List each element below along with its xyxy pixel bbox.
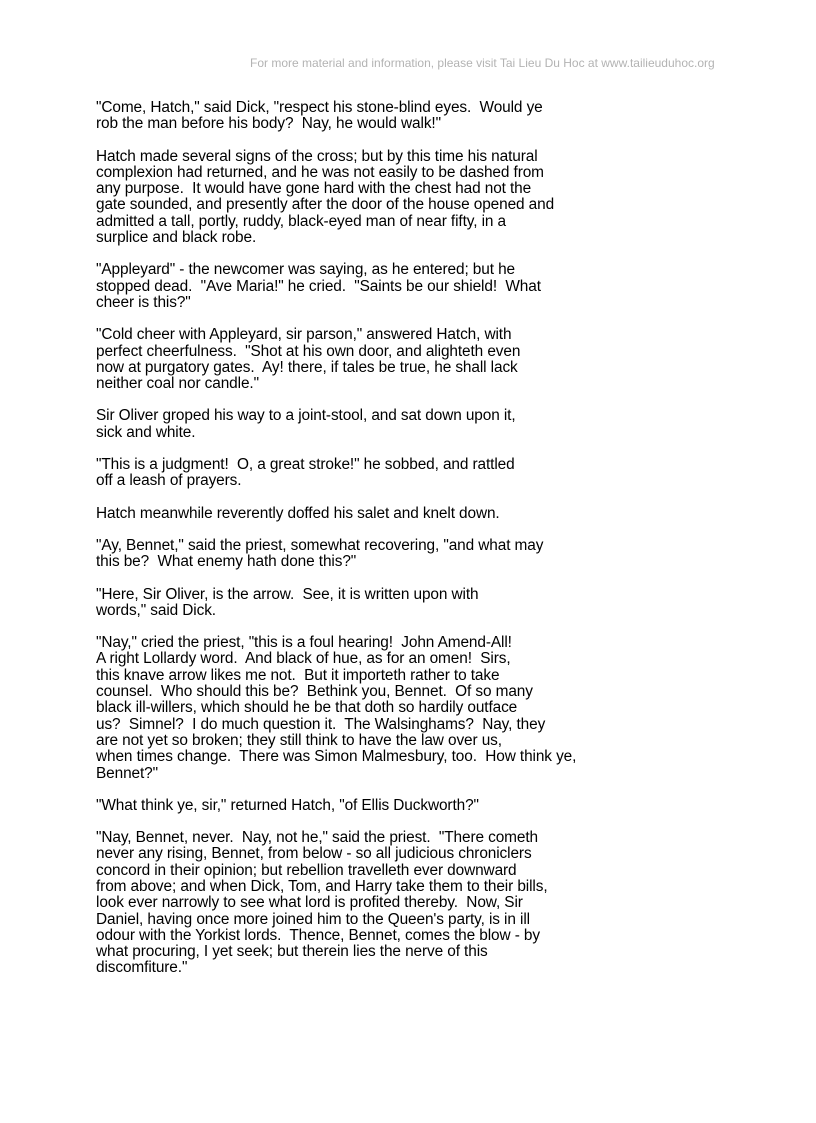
paragraph (96, 798, 656, 814)
text-line: Daniel, having once more joined him to the Queen's party, is in ill (96, 910, 530, 928)
text-line: from above; and when Dick, Tom, and Harry take them to their bills, (96, 877, 548, 895)
text-line: "Nay, Bennet, never. Nay, not he," said the priest. "There cometh (96, 829, 538, 847)
text-line: Sir Oliver groped his way to a joint-stool, and sat down upon it, (96, 407, 516, 425)
text-line: surplice and black robe. (96, 229, 257, 247)
text-line: "What think ye, sir," returned Hatch, "of Ellis Duckworth?" (96, 796, 479, 814)
text-line: "Nay," cried the priest, "this is a foul hearing! John Amend-All! (96, 634, 512, 652)
text-line: gate sounded, and presently after the door of the house opened and (96, 196, 555, 214)
text-line: Hatch meanwhile reverently doffed his salet and knelt down. (96, 504, 500, 522)
text-line: stopped dead. "Ave Maria!" he cried. "Saints be our shield! What (96, 277, 541, 295)
text-line: "Appleyard" - the newcomer was saying, as he entered; but he (96, 261, 516, 279)
text-line: off a leash of prayers. (96, 472, 242, 490)
paragraph (96, 408, 656, 441)
paragraph (96, 457, 656, 490)
text-line: Bennet?" (96, 764, 159, 782)
text-line: this be? What enemy hath done this?" (96, 553, 357, 571)
text-line: rob the man before his body? Nay, he would walk!" (96, 115, 441, 133)
text-line: discomfiture." (96, 959, 188, 977)
text-line: when times change. There was Simon Malmesbury, too. How think ye, (96, 748, 577, 766)
paragraph (96, 327, 656, 392)
text-line: "Cold cheer with Appleyard, sir parson," answered Hatch, with (96, 326, 512, 344)
paragraph (96, 635, 656, 782)
text-line: this knave arrow likes me not. But it importeth rather to take (96, 666, 500, 684)
text-line: admitted a tall, portly, ruddy, black-eyed man of near fifty, in a (96, 212, 506, 230)
text-line: odour with the Yorkist lords. Thence, Bennet, comes the blow - by (96, 926, 540, 944)
header-note: For more material and information, please visit Tai Lieu Du Hoc at www.tailieuduhoc.org (250, 56, 715, 70)
text-line: counsel. Who should this be? Bethink you, Bennet. Of so many (96, 683, 533, 701)
page-body (96, 100, 656, 993)
text-line: perfect cheerfulness. "Shot at his own door, and alighteth even (96, 342, 521, 360)
text-line: never any rising, Bennet, from below - so all judicious chroniclers (96, 845, 532, 863)
paragraph (96, 149, 656, 247)
paragraph (96, 506, 656, 522)
paragraph (96, 262, 656, 311)
text-line: Hatch made several signs of the cross; but by this time his natural (96, 147, 538, 165)
text-line: words," said Dick. (96, 601, 216, 619)
text-line: look ever narrowly to see what lord is profited thereby. Now, Sir (96, 894, 523, 912)
text-line: neither coal nor candle." (96, 375, 259, 393)
text-line: sick and white. (96, 423, 196, 441)
text-line: "This is a judgment! O, a great stroke!" he sobbed, and rattled (96, 456, 515, 474)
paragraph (96, 100, 656, 133)
text-line: cheer is this?" (96, 293, 191, 311)
paragraph (96, 587, 656, 620)
text-line: black ill-willers, which should he be that doth so hardily outface (96, 699, 518, 717)
text-line: now at purgatory gates. Ay! there, if tales be true, he shall lack (96, 358, 518, 376)
text-line: "Ay, Bennet," said the priest, somewhat recovering, "and what may (96, 536, 544, 554)
paragraph (96, 538, 656, 571)
text-line: "Here, Sir Oliver, is the arrow. See, it is written upon with (96, 585, 479, 603)
text-line: concord in their opinion; but rebellion travelleth ever downward (96, 861, 517, 879)
text-line: any purpose. It would have gone hard with the chest had not the (96, 180, 532, 198)
text-line: complexion had returned, and he was not easily to be dashed from (96, 163, 544, 181)
text-line: "Come, Hatch," said Dick, "respect his stone-blind eyes. Would ye (96, 99, 543, 116)
paragraph (96, 830, 656, 977)
text-line: A right Lollardy word. And black of hue, as for an omen! Sirs, (96, 650, 511, 668)
text-line: are not yet so broken; they still think to have the law over us, (96, 731, 502, 749)
text-line: us? Simnel? I do much question it. The Walsinghams? Nay, they (96, 715, 546, 733)
text-line: what procuring, I yet seek; but therein lies the nerve of this (96, 943, 488, 961)
